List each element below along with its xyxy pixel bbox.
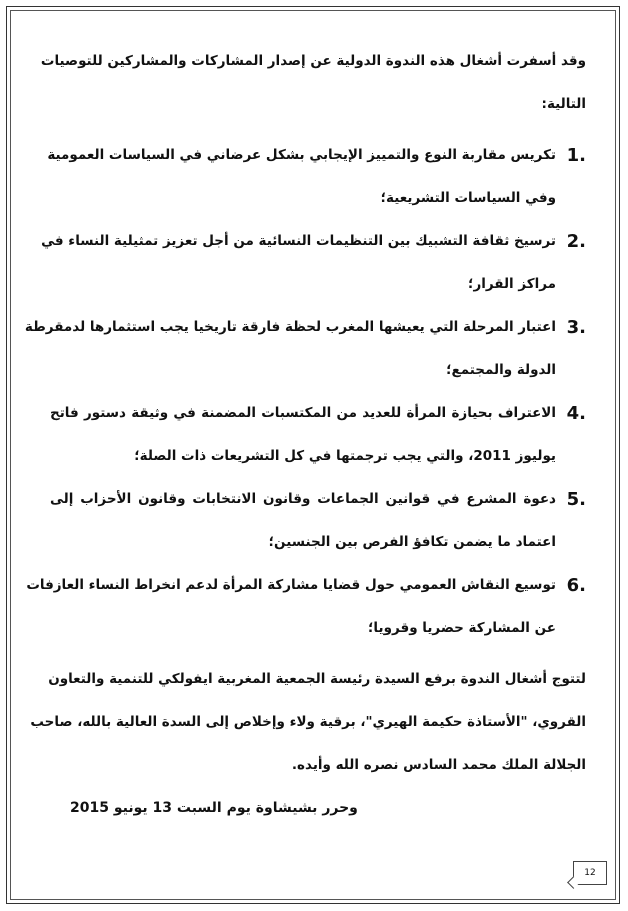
item-text-line-2: اعتماد ما يضمن تكافؤ الفرص بين الجنسين؛	[268, 534, 556, 550]
page-number: 12	[573, 861, 607, 885]
recommendation-item-3	[24, 306, 586, 392]
item-number: 5.	[566, 489, 586, 510]
item-text-line-1: اعتبار المرحلة التي يعيشها المغرب لحظة فارقة تاريخيا يجب استثمارها لدمقرطة	[24, 319, 556, 335]
signature-year: 2015	[70, 800, 109, 816]
recommendation-item-2	[41, 220, 586, 306]
item-text-line-1: توسيع النقاش العمومي حول قضايا مشاركة المرأة لدعم انخراط النساء العازفات	[26, 577, 556, 593]
recommendation-item-1	[47, 134, 586, 220]
recommendation-item-5	[50, 478, 586, 564]
signature-line	[70, 800, 358, 816]
item-number: 2.	[566, 231, 586, 252]
item-text-line-1: تكريس مقاربة النوع والتمييز الإيجابي بشكل عرضاني في السياسات العمومية	[47, 147, 556, 163]
item-text-line-2: الدولة والمجتمع؛	[446, 362, 556, 378]
item-number: 4.	[566, 403, 586, 424]
item-number: 3.	[566, 317, 586, 338]
item-text-line-2: عن المشاركة حضريا وقرويا؛	[368, 620, 556, 636]
document-body	[24, 40, 586, 787]
closing-line-2: القروي، "الأستاذة حكيمة الهيري"، برقية ولاء وإخلاص إلى السدة العالية بالله، صاحب	[30, 714, 586, 730]
item-text-line-2: يوليوز 2011، والتي يجب ترجمتها في كل التشريعات ذات الصلة؛	[134, 448, 556, 464]
item-text-line-1: ترسيخ ثقافة التشبيك بين التنظيمات النسائية من أجل تعزيز تمثيلية النساء في	[41, 233, 556, 249]
recommendation-item-6	[26, 564, 586, 650]
item-text-line-2: وفي السياسات التشريعية؛	[380, 190, 556, 206]
recommendation-item-4	[50, 392, 586, 478]
intro-line-2: التالية:	[541, 96, 586, 112]
item-text-line-1: الاعتراف بحيازة المرأة للعديد من المكتسبات المضمنة في وثيقة دستور فاتح	[50, 405, 556, 421]
closing-line-1: لتتوج أشغال الندوة برفع السيدة رئيسة الجمعية المغربية ايفولكي للتنمية والتعاون	[48, 671, 586, 687]
signature-text: وحرر بشيشاوة يوم السبت 13 يونيو	[113, 800, 358, 816]
item-number: 6.	[566, 575, 586, 596]
item-text-line-2: مراكز القرار؛	[468, 276, 556, 292]
closing-line-3: الجلالة الملك محمد السادس نصره الله وأيده.	[291, 757, 586, 773]
item-number: 1.	[566, 145, 586, 166]
intro-line-1: وقد أسفرت أشغال هذه الندوة الدولية عن إصدار المشاركات والمشاركين للتوصيات	[40, 53, 586, 69]
item-text-line-1: دعوة المشرع في قوانين الجماعات وقانون الانتخابات وقانون الأحزاب إلى	[50, 491, 556, 507]
